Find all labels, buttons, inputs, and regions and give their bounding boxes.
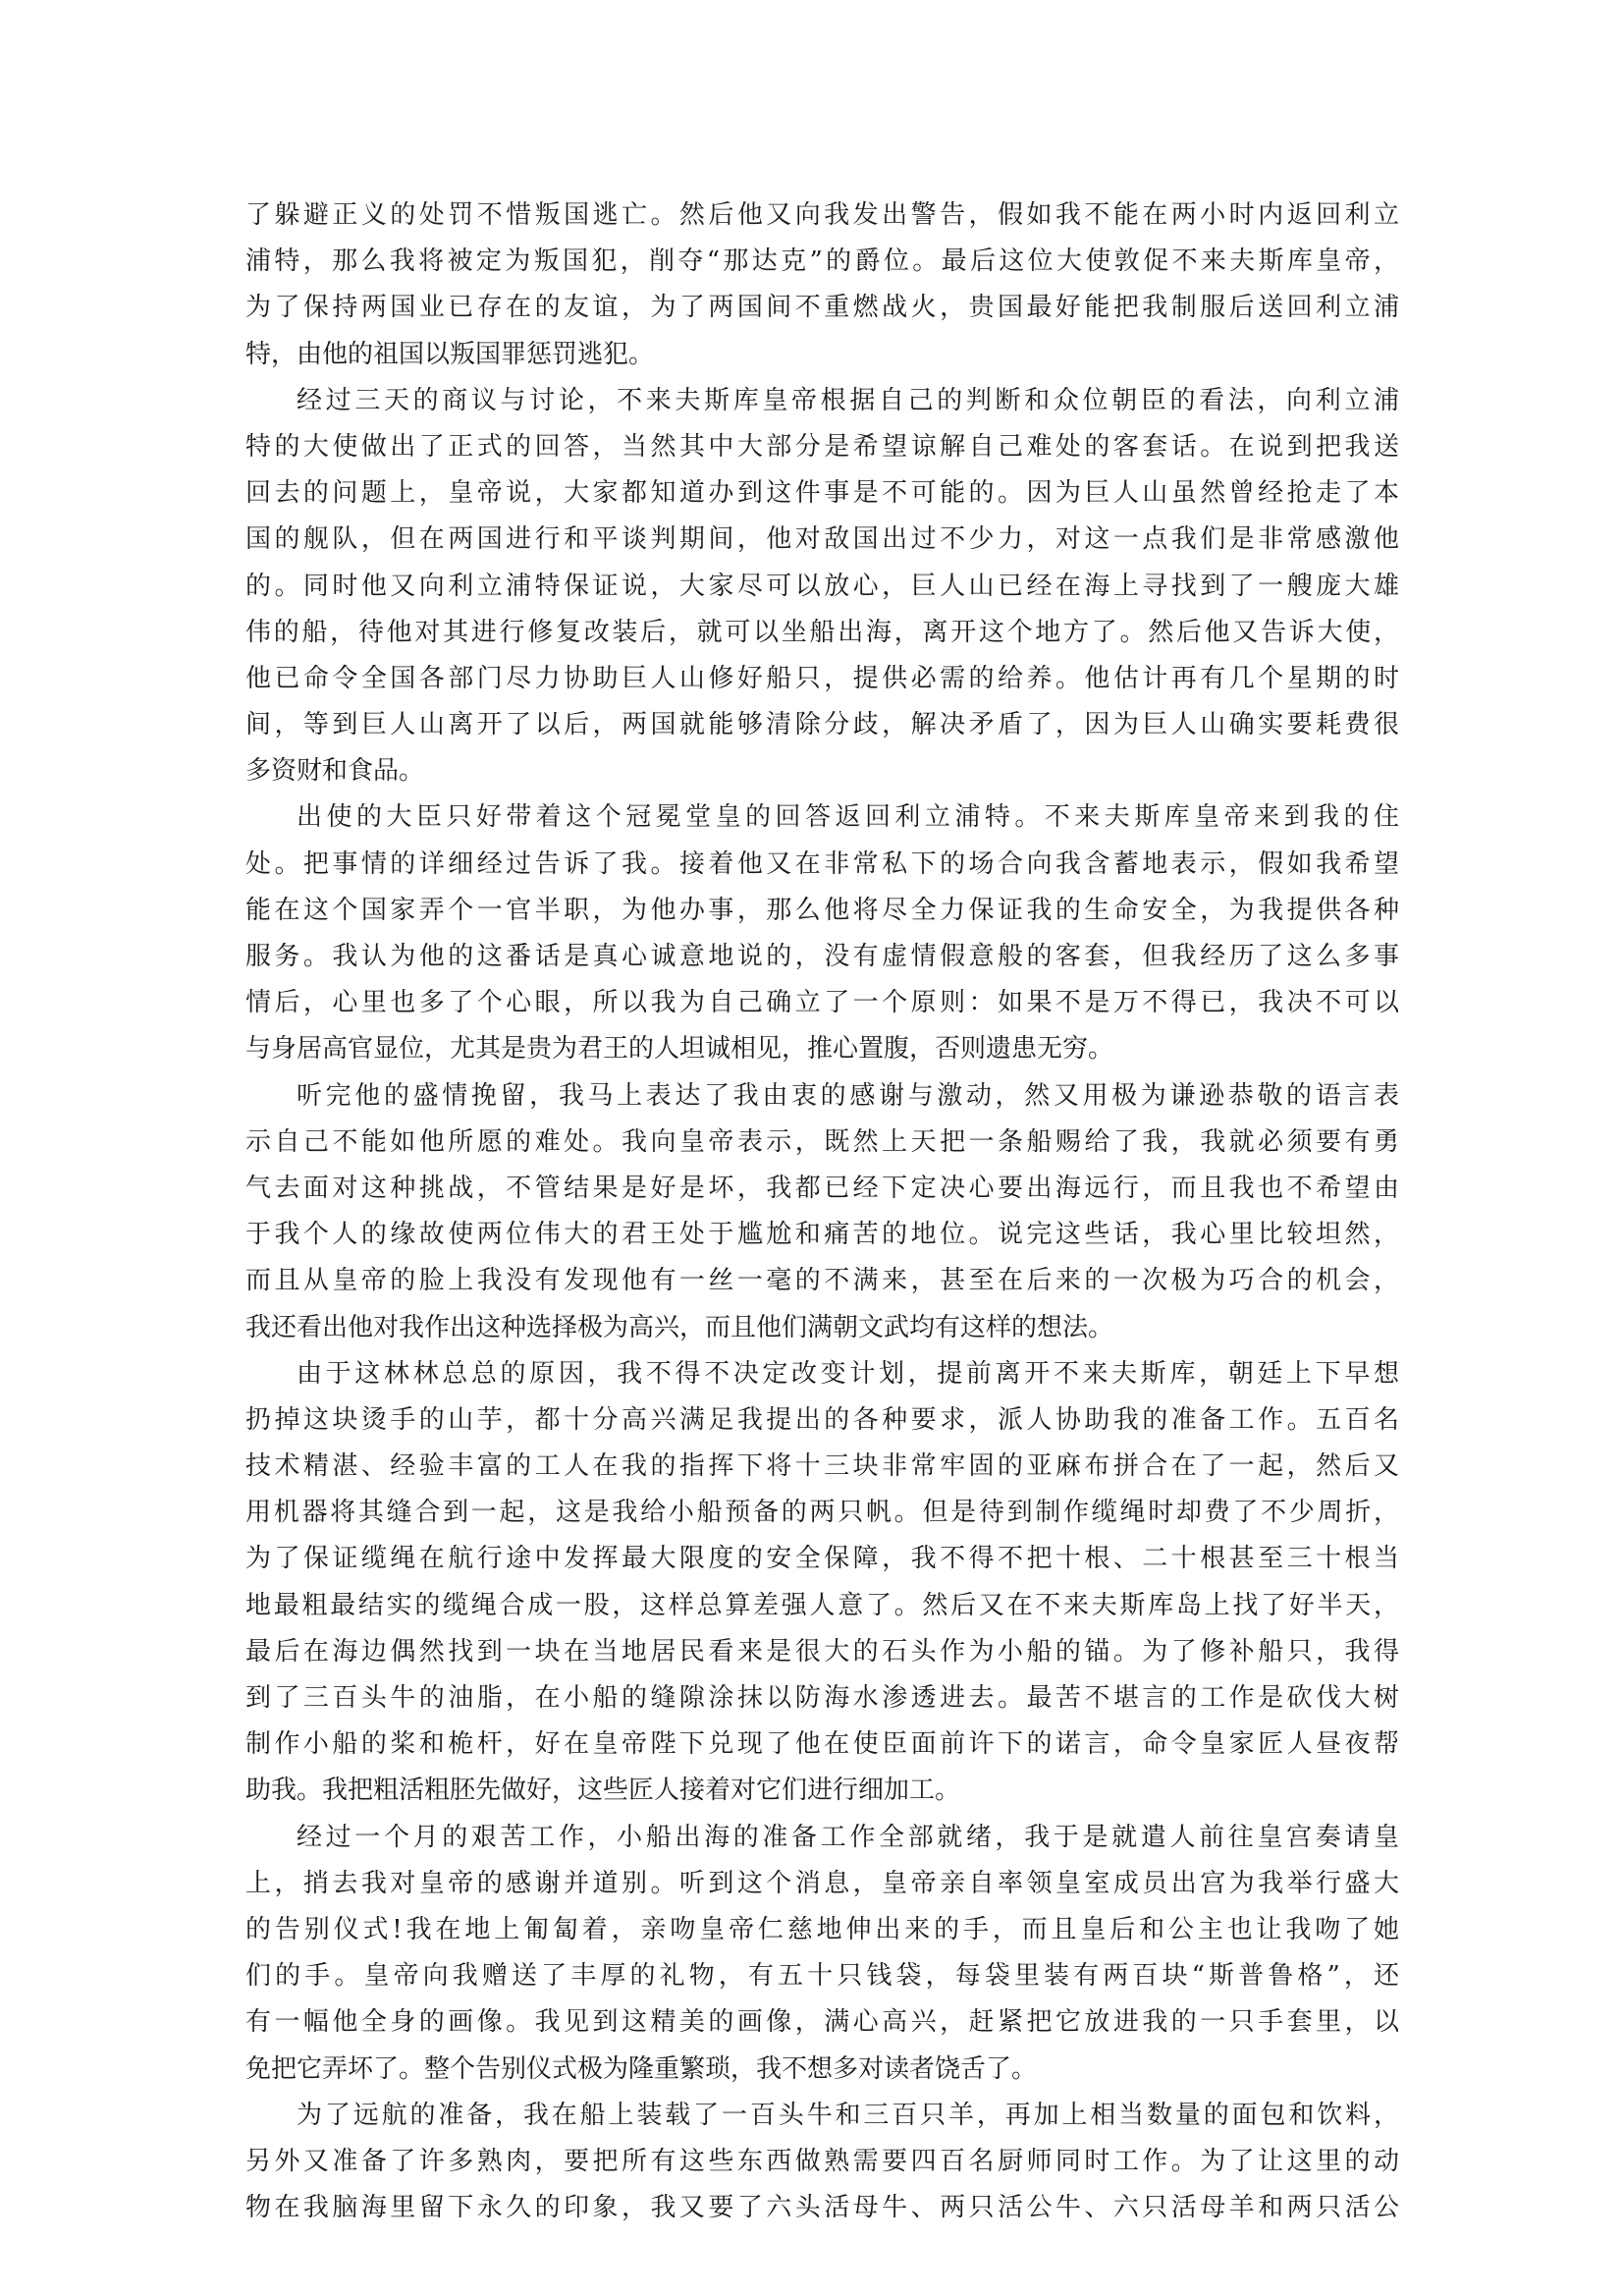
text-line: 能在这个国家弄个一官半职，为他办事，那么他将尽全力保证我的生命安全，为我提供各种 xyxy=(245,895,1399,925)
text-line: 特的大使做出了正式的回答，当然其中大部分是希望谅解自己难处的客套话。在说到把我送 xyxy=(245,431,1399,462)
text-line: 处。把事情的详细经过告诉了我。接着他又在非常私下的场合向我含蓄地表示，假如我希望 xyxy=(245,848,1399,879)
text-line: 制作小船的桨和桅杆，好在皇帝陛下兑现了他在使臣面前许下的诺言，命令皇家匠人昼夜帮 xyxy=(245,1729,1399,1760)
paragraph-first-line: 经过一个月的艰苦工作，小船出海的准备工作全部就绪，我于是就遣人前往皇宫奏请皇 xyxy=(297,1822,1399,1852)
text-line: 有一幅他全身的画像。我见到这精美的画像，满心高兴，赶紧把它放进我的一只手套里，以 xyxy=(245,2007,1399,2038)
text-line: 他已命令全国各部门尽力协助巨人山修好船只，提供必需的给养。他估计再有几个星期的时 xyxy=(245,663,1399,693)
text-line: 情后，心里也多了个心眼，所以我为自己确立了一个原则：如果不是万不得已，我决不可以 xyxy=(245,988,1399,1018)
text-line: 的。同时他又向利立浦特保证说，大家尽可以放心，巨人山已经在海上寻找到了一艘庞大雄 xyxy=(245,571,1399,601)
text-line: 回去的问题上，皇帝说，大家都知道办到这件事是不可能的。因为巨人山虽然曾经抢走了本 xyxy=(245,478,1399,509)
text-line: 浦特，那么我将被定为叛国犯，削夺“那达克”的爵位。最后这位大使敦促不来夫斯库皇帝， xyxy=(245,246,1399,277)
text-line: 扔掉这块烫手的山芋，都十分高兴满足我提出的各种要求，派人协助我的准备工作。五百名 xyxy=(245,1404,1399,1435)
paragraph-first-line: 为了远航的准备，我在船上装载了一百头牛和三百只羊，再加上相当数量的面包和饮料， xyxy=(297,2100,1399,2130)
text-line: 气去面对这种挑战，不管结果是好是坏，我都已经下定决心要出海远行，而且我也不希望由 xyxy=(245,1173,1399,1203)
text-line: 上，捎去我对皇帝的感谢并道别。听到这个消息，皇帝亲自率领皇室成员出宫为我举行盛大 xyxy=(245,1868,1399,1898)
text-line: 用机器将其缝合到一起，这是我给小船预备的两只帆。但是待到制作缆绳时却费了不少周折， xyxy=(245,1498,1399,1528)
text-line: 而且从皇帝的脸上我没有发现他有一丝一毫的不满来，甚至在后来的一次极为巧合的机会， xyxy=(245,1266,1399,1296)
text-line: 于我个人的缘故使两位伟大的君王处于尴尬和痛苦的地位。说完这些话，我心里比较坦然， xyxy=(245,1220,1399,1250)
text-line: 物在我脑海里留下永久的印象，我又要了六头活母牛、两只活公牛、六只活母羊和两只活公 xyxy=(245,2193,1399,2223)
text-line: 为了保证缆绳在航行途中发挥最大限度的安全保障，我不得不把十根、二十根甚至三十根当 xyxy=(245,1544,1399,1574)
text-line: 的告别仪式!我在地上匍匐着，亲吻皇帝仁慈地伸出来的手，而且皇后和公主也让我吻了她 xyxy=(245,1914,1399,1944)
text-line: 为了保持两国业已存在的友谊，为了两国间不重燃战火，贵国最好能把我制服后送回利立浦 xyxy=(245,293,1399,323)
paragraph-first-line: 出使的大臣只好带着这个冠冕堂皇的回答返回利立浦特。不来夫斯库皇帝来到我的住 xyxy=(297,802,1399,833)
text-line: 地最粗最结实的缆绳合成一股，这样总算差强人意了。然后又在不来夫斯库岛上找了好半天， xyxy=(245,1590,1399,1620)
text-line: 与身居高官显位，尤其是贵为君王的人坦诚相见，推心置腹，否则遗患无穷。 xyxy=(245,1034,1114,1065)
text-line: 们的手。皇帝向我赠送了丰厚的礼物，有五十只钱袋，每袋里装有两百块“斯普鲁格”，还 xyxy=(245,1961,1399,1992)
text-line: 国的舰队，但在两国进行和平谈判期间，他对敌国出过不少力，对这一点我们是非常感激他 xyxy=(245,524,1399,555)
text-line: 示自己不能如他所愿的难处。我向皇帝表示，既然上天把一条船赐给了我，我就必须要有勇 xyxy=(245,1126,1399,1157)
text-line: 间，等到巨人山离开了以后，两国就能够清除分歧，解决矛盾了，因为巨人山确实要耗费很 xyxy=(245,710,1399,740)
paragraph-first-line: 由于这林林总总的原因，我不得不决定改变计划，提前离开不来夫斯库，朝廷上下早想 xyxy=(297,1358,1399,1389)
paragraph-first-line: 经过三天的商议与讨论，不来夫斯库皇帝根据自己的判断和众位朝臣的看法，向利立浦 xyxy=(297,385,1399,415)
text-line: 了躲避正义的处罚不惜叛国逃亡。然后他又向我发出警告，假如我不能在两小时内返回利立 xyxy=(245,200,1399,230)
text-line: 最后在海边偶然找到一块在当地居民看来是很大的石头作为小船的锚。为了修补船只，我得 xyxy=(245,1636,1399,1667)
text-line: 助我。我把粗活粗胚先做好，这些匠人接着对它们进行细加工。 xyxy=(245,1776,961,1806)
text-line: 技术精湛、经验丰富的工人在我的指挥下将十三块非常牢固的亚麻布拼合在了一起，然后又 xyxy=(245,1451,1399,1482)
text-line: 另外又准备了许多熟肉，要把所有这些东西做熟需要四百名厨师同时工作。为了让这里的动 xyxy=(245,2146,1399,2176)
text-line: 我还看出他对我作出这种选择极为高兴，而且他们满朝文武均有这样的想法。 xyxy=(245,1312,1114,1342)
text-line: 多资财和食品。 xyxy=(245,756,425,787)
text-line: 免把它弄坏了。整个告别仪式极为隆重繁琐，我不想多对读者饶舌了。 xyxy=(245,2053,1038,2084)
body-text xyxy=(245,192,1399,2231)
text-line: 特，由他的祖国以叛国罪惩罚逃犯。 xyxy=(245,339,655,369)
text-line: 到了三百头牛的油脂，在小船的缝隙涂抹以防海水渗透进去。最苦不堪言的工作是砍伐大树 xyxy=(245,1683,1399,1713)
text-line: 伟的船，待他对其进行修复改装后，就可以坐船出海，离开这个地方了。然后他又告诉大使， xyxy=(245,617,1399,647)
text-line: 服务。我认为他的这番话是真心诚意地说的，没有虚情假意般的客套，但我经历了这么多事 xyxy=(245,942,1399,971)
paragraph-first-line: 听完他的盛情挽留，我马上表达了我由衷的感谢与激动，然又用极为谦逊恭敬的语言表 xyxy=(297,1080,1399,1111)
